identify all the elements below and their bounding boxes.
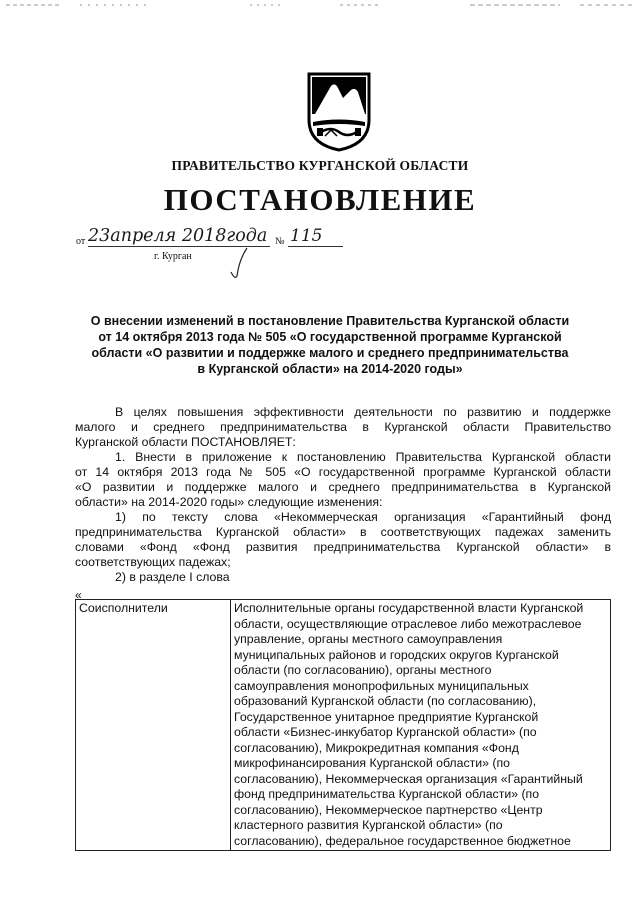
- body-line: В целях повышения эффективности деятельности по развитию и поддержке: [115, 405, 611, 419]
- table-label-cell: Соисполнители: [76, 600, 231, 851]
- number-prefix: №: [275, 236, 285, 247]
- date-prefix: от: [76, 236, 86, 247]
- body-line: предпринимательства Курганской области» в соответствующих падежах заменить: [75, 525, 611, 539]
- table-value-line: микрофинансирования Курганской области» (по: [234, 756, 510, 770]
- number-underline: [288, 246, 343, 247]
- opening-quote: «: [75, 588, 82, 602]
- table-value-line: управление, органы местного самоуправления: [234, 632, 503, 646]
- heading-line: от 14 октября 2013 года № 505 «О государственной программе Курганской: [98, 330, 562, 344]
- table-value-line: Исполнительные органы государственной власти Курганской: [234, 601, 584, 615]
- table-value-line: согласованию), Некоммерческая организация «Гарантийный: [234, 771, 583, 786]
- coat-of-arms-emblem: [305, 70, 373, 152]
- document-type-title: ПОСТАНОВЛЕНИЕ: [163, 182, 477, 217]
- body-line: области» на 2014-2020 годы» следующие изменения:: [75, 495, 383, 509]
- handwritten-number: 115: [290, 226, 323, 246]
- heading-line: О внесении изменений в постановление Правительства Курганской области: [90, 314, 570, 328]
- table-value-cell: [231, 600, 611, 851]
- handwritten-date: 23апреля 2018года: [88, 226, 268, 246]
- table-value-line: согласованию), Некоммерческое партнерство «Центр: [234, 802, 543, 817]
- table-value-line: области (по согласованию), органы местного: [234, 663, 492, 677]
- handwriting-stroke: [225, 246, 255, 280]
- body-line: словами «Фонд «Фонд развития предпринимательства Курганской области» в: [75, 540, 611, 554]
- body-line: 1) по тексту слова «Некоммерческая организация «Гарантийный фонд: [115, 510, 611, 524]
- body-line: малого и среднего предпринимательства в Курганской области Правительство: [75, 420, 611, 434]
- body-line: 2) в разделе I слова: [115, 570, 230, 584]
- table-value-line: кластерного развития Курганской области» (по: [234, 818, 503, 832]
- table-value-line: муниципальных районов и городских округов Курганской: [234, 647, 559, 662]
- body-line: 1. Внести в приложение к постановлению Правительства Курганской области: [115, 450, 611, 464]
- body-line: Курганской области ПОСТАНОВЛЯЕТ:: [75, 435, 296, 449]
- heading-line: области «О развитии и поддержке малого и среднего предпринимательства: [91, 346, 569, 360]
- table-value-line: Государственное унитарное предприятие Курганской: [234, 709, 539, 724]
- co-executors-table: [75, 599, 611, 851]
- body-line: соответствующих падежах;: [75, 555, 231, 569]
- government-title: ПРАВИТЕЛЬСТВО КУРГАНСКОЙ ОБЛАСТИ: [171, 158, 469, 173]
- table-value-line: согласованию), Микрокредитная компания «Фонд: [234, 740, 519, 755]
- city-label: г. Курган: [154, 251, 192, 262]
- table-value-line: самоуправления монопрофильных муниципальных: [234, 678, 529, 693]
- table-row: [76, 600, 611, 851]
- table-value-line: области, осуществляющие отраслевое либо межотраслевое: [234, 616, 582, 631]
- resolution-body: [75, 405, 611, 585]
- body-line: «О развитии и поддержке малого и среднего предпринимательства в Курганской: [75, 480, 611, 494]
- table-value-line: образований Курганской области (по согласованию),: [234, 694, 537, 708]
- heading-line: в Курганской области» на 2014-2020 годы»: [197, 362, 463, 376]
- table-value-line: области «Бизнес-инкубатор Курганской области» (по: [234, 725, 537, 739]
- table-value-line: фонд предпринимательства Курганской области» (по: [234, 787, 540, 801]
- body-line: от 14 октября 2013 года № 505 «О государственной программе Курганской области: [75, 465, 611, 479]
- resolution-heading: [80, 313, 580, 377]
- scan-edge-artifact: [0, 0, 640, 10]
- table-value-line: согласованию), федеральное государственное бюджетное: [234, 833, 571, 848]
